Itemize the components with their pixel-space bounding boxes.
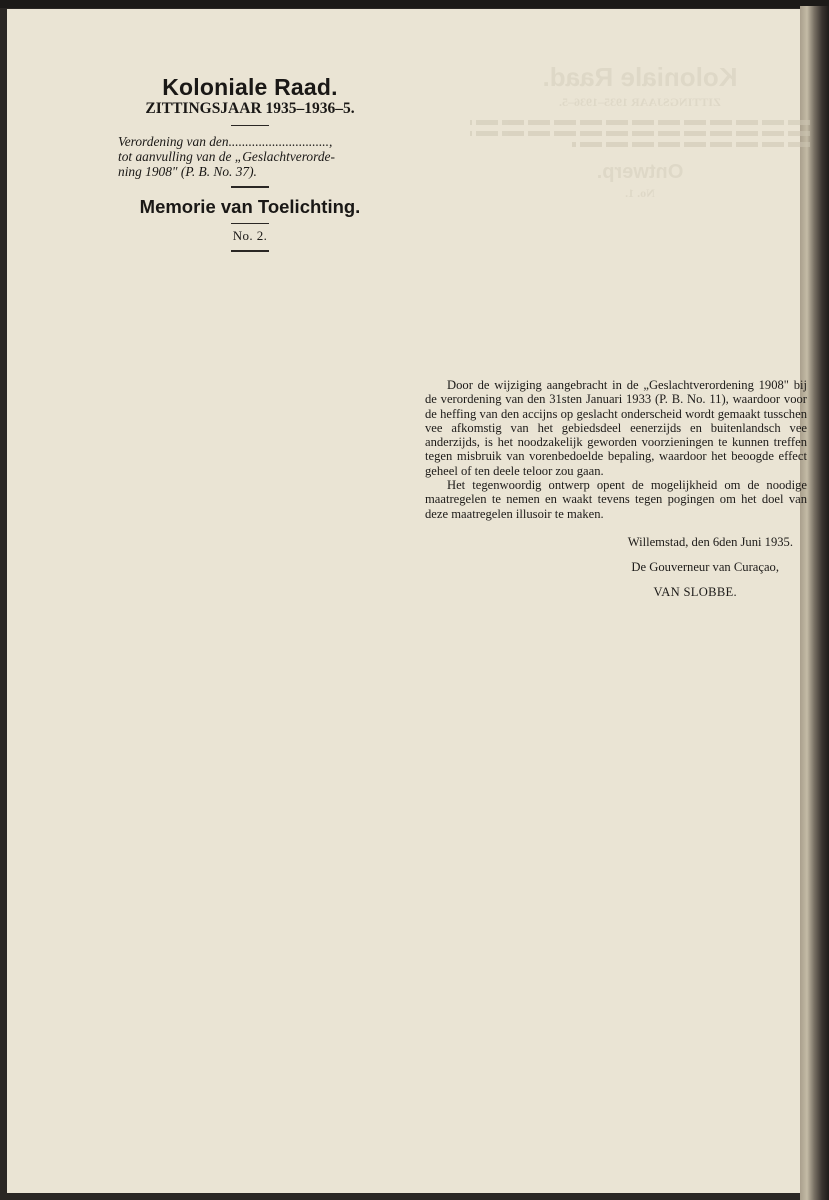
document-type-heading: Memorie van Toelichting. [139, 195, 361, 217]
divider [231, 125, 269, 126]
book-spine-edge [800, 6, 829, 1200]
ordinance-description [118, 134, 390, 179]
page-title: Koloniale Raad. [162, 74, 338, 100]
scan-border-top [0, 0, 829, 8]
document-number: No. 2. [232, 228, 268, 244]
body-paragraph: Het tegenwoordig ontwerp opent de mogelijkheid om de noodige maatregelen te nemen en waakt tevens tegen pogingen om het doel van deze maatregelen illusoir te maken. [425, 478, 807, 521]
ordinance-line: ning 1908" (P. B. No. 37). [118, 164, 257, 180]
session-year: ZITTINGSJAAR 1935–1936–5. [145, 100, 355, 117]
ordinance-line: Verordening van den.............................., [118, 134, 333, 150]
bleed-heading: Ontwerp. [596, 161, 684, 183]
signing-date: Willemstad, den 6den Juni 1935. [627, 534, 793, 549]
governor-title: De Gouverneur van Curaçao, [631, 559, 779, 574]
bleed-number: No. 1. [625, 186, 655, 200]
body-paragraph: Door de wijziging aangebracht in de „Geslachtverordening 1908" bij de verordening van den 31sten Januari 1933 (P. B. No. 11), waardoor voor de heffing van den accijns op geslacht onderscheid wordt gemaakt tusschen vee afkomstig van het gebiedsdeel eenerzijds en buitenlandsch vee anderzijds, is het noodzakelijk geworden voorzieningen te kunnen treffen tegen misbruik van vorenbedoelde bepaling, waardoor het beoogde effect geheel of ten deele teloor zou gaan. [425, 378, 807, 478]
document-header [110, 74, 390, 252]
divider [231, 186, 269, 187]
ordinance-line: tot aanvulling van de „Geslachtverorde- [118, 149, 335, 165]
bleed-title: Koloniale Raad. [542, 62, 738, 92]
explanatory-text [425, 378, 807, 600]
divider [231, 250, 269, 251]
bleed-session: ZITTINGSJAAR 1935–1936–5. [558, 95, 722, 109]
signer-name: VAN SLOBBE. [653, 584, 737, 599]
divider [231, 223, 269, 224]
